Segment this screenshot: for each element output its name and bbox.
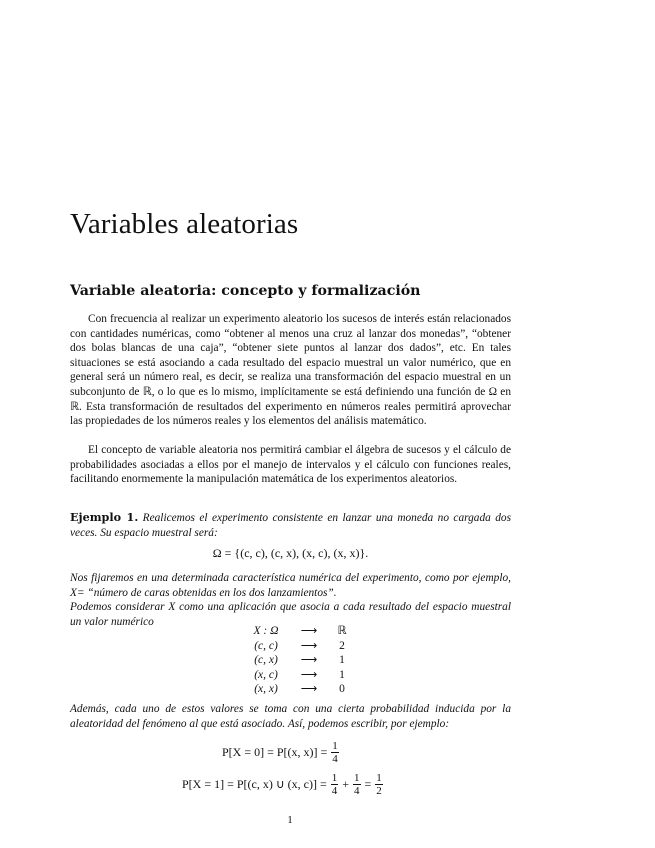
mapping-row bbox=[246, 624, 352, 639]
eq1-fraction bbox=[331, 740, 339, 765]
example-intro-text: Realicemos el experimento consistente en lanzar una moneda no cargada dos veces. Su espacio muestral será: bbox=[70, 512, 511, 539]
eq2-fraction-1 bbox=[331, 772, 339, 797]
mapping-value: 2 bbox=[339, 639, 345, 652]
fraction-denominator: 4 bbox=[354, 785, 360, 797]
mapping-row bbox=[246, 682, 352, 697]
mapping-domain: (x, c) bbox=[254, 668, 278, 681]
example-mapping-text: Podemos considerar X como una aplicación que asocia a cada resultado del espacio muestral un valor numérico bbox=[70, 601, 511, 628]
paragraph-concept: El concepto de variable aleatoria nos permitirá cambiar el álgebra de sucesos y el cálculo de probabilidades asociadas a ellos por el manejo de intervalos y el cálculo con funciones reales, facilitando enormemente la manipulación matemática de los experimentos aleatorios. bbox=[70, 444, 511, 486]
fraction-numerator: 1 bbox=[331, 772, 338, 784]
fraction-denominator: 4 bbox=[331, 785, 338, 797]
mapping-arrow: ⟶ bbox=[300, 639, 318, 652]
mapping-row bbox=[246, 668, 352, 683]
mapping-arrow: ⟶ bbox=[300, 668, 318, 681]
section-title: Variable aleatoria: concepto y formalización bbox=[70, 283, 421, 299]
mapping-domain: (x, x) bbox=[254, 683, 278, 696]
fraction-denominator: 2 bbox=[376, 785, 382, 797]
fraction-numerator: 1 bbox=[354, 772, 360, 784]
page-number: 1 bbox=[287, 814, 293, 826]
example-label: Ejemplo 1. bbox=[70, 510, 139, 524]
chapter-title: Variables aleatorias bbox=[70, 208, 299, 240]
fraction-numerator: 1 bbox=[376, 772, 382, 784]
paragraph-intro: Con frecuencia al realizar un experimento aleatorio los sucesos de interés están relacionados con cantidades numéricas, como “obtener al menos una cruz al lanzar dos monedas”, “obtener dos bolas blancas de una caja”, “obtener siete puntos al lanzar dos dados”, etc. En tales situaciones se está asociando a cada resultado del espacio muestral un valor numérico, que en general será un número real, es decir, se realiza una transformación del espacio muestral en un subconjunto de ℝ, o lo que es lo mismo, implícitamente se está definiendo una función de Ω en ℝ. Esta transformación de resultados del experimento en números reales permitirá aprovechar las propiedades de los números reales y los elementos del análisis matemático. bbox=[70, 313, 511, 428]
mapping-domain: (c, x) bbox=[254, 654, 278, 667]
example-characteristic-text: Nos fijaremos en una determinada característica numérica del experimento, como por ejemplo, X= “número de caras obtenidas en los dos lanzamientos”. bbox=[70, 572, 511, 599]
equals-sign: = bbox=[364, 777, 372, 791]
mapping-domain: X : Ω bbox=[253, 625, 279, 637]
sample-space-equation: Ω = {(c, c), (c, x), (x, c), (x, x)}. bbox=[212, 546, 369, 560]
mapping-row bbox=[246, 653, 352, 668]
fraction-denominator: 4 bbox=[332, 753, 338, 765]
eq2-lhs: P[X = 1] = P[(c, x) ∪ (x, c)] = bbox=[182, 777, 327, 791]
eq2-fraction-result bbox=[375, 772, 383, 797]
mapping-arrow: ⟶ bbox=[300, 654, 318, 667]
probability-equation-x1 bbox=[182, 772, 384, 797]
mapping-value: 0 bbox=[339, 683, 345, 696]
mapping-domain: (c, c) bbox=[254, 639, 278, 652]
mapping-value: 1 bbox=[339, 668, 345, 681]
mapping-value: ℝ bbox=[337, 625, 347, 637]
example-probability-text: Además, cada uno de estos valores se toma con una cierta probabilidad inducida por la aleatoridad del fenómeno al que está asociado. Así, podemos escribir, por ejemplo: bbox=[70, 703, 511, 730]
eq1-lhs: P[X = 0] = P[(x, x)] = bbox=[222, 745, 328, 759]
mapping-arrow: ⟶ bbox=[300, 625, 318, 637]
example-intro bbox=[70, 510, 511, 540]
mapping-value: 1 bbox=[339, 654, 345, 667]
plus-sign: + bbox=[342, 777, 350, 791]
eq2-fraction-2 bbox=[353, 772, 361, 797]
mapping-arrow: ⟶ bbox=[300, 683, 318, 696]
mapping-row bbox=[246, 639, 352, 654]
probability-equation-x0 bbox=[222, 740, 340, 765]
fraction-numerator: 1 bbox=[332, 740, 338, 752]
random-variable-mapping-table bbox=[246, 624, 352, 697]
